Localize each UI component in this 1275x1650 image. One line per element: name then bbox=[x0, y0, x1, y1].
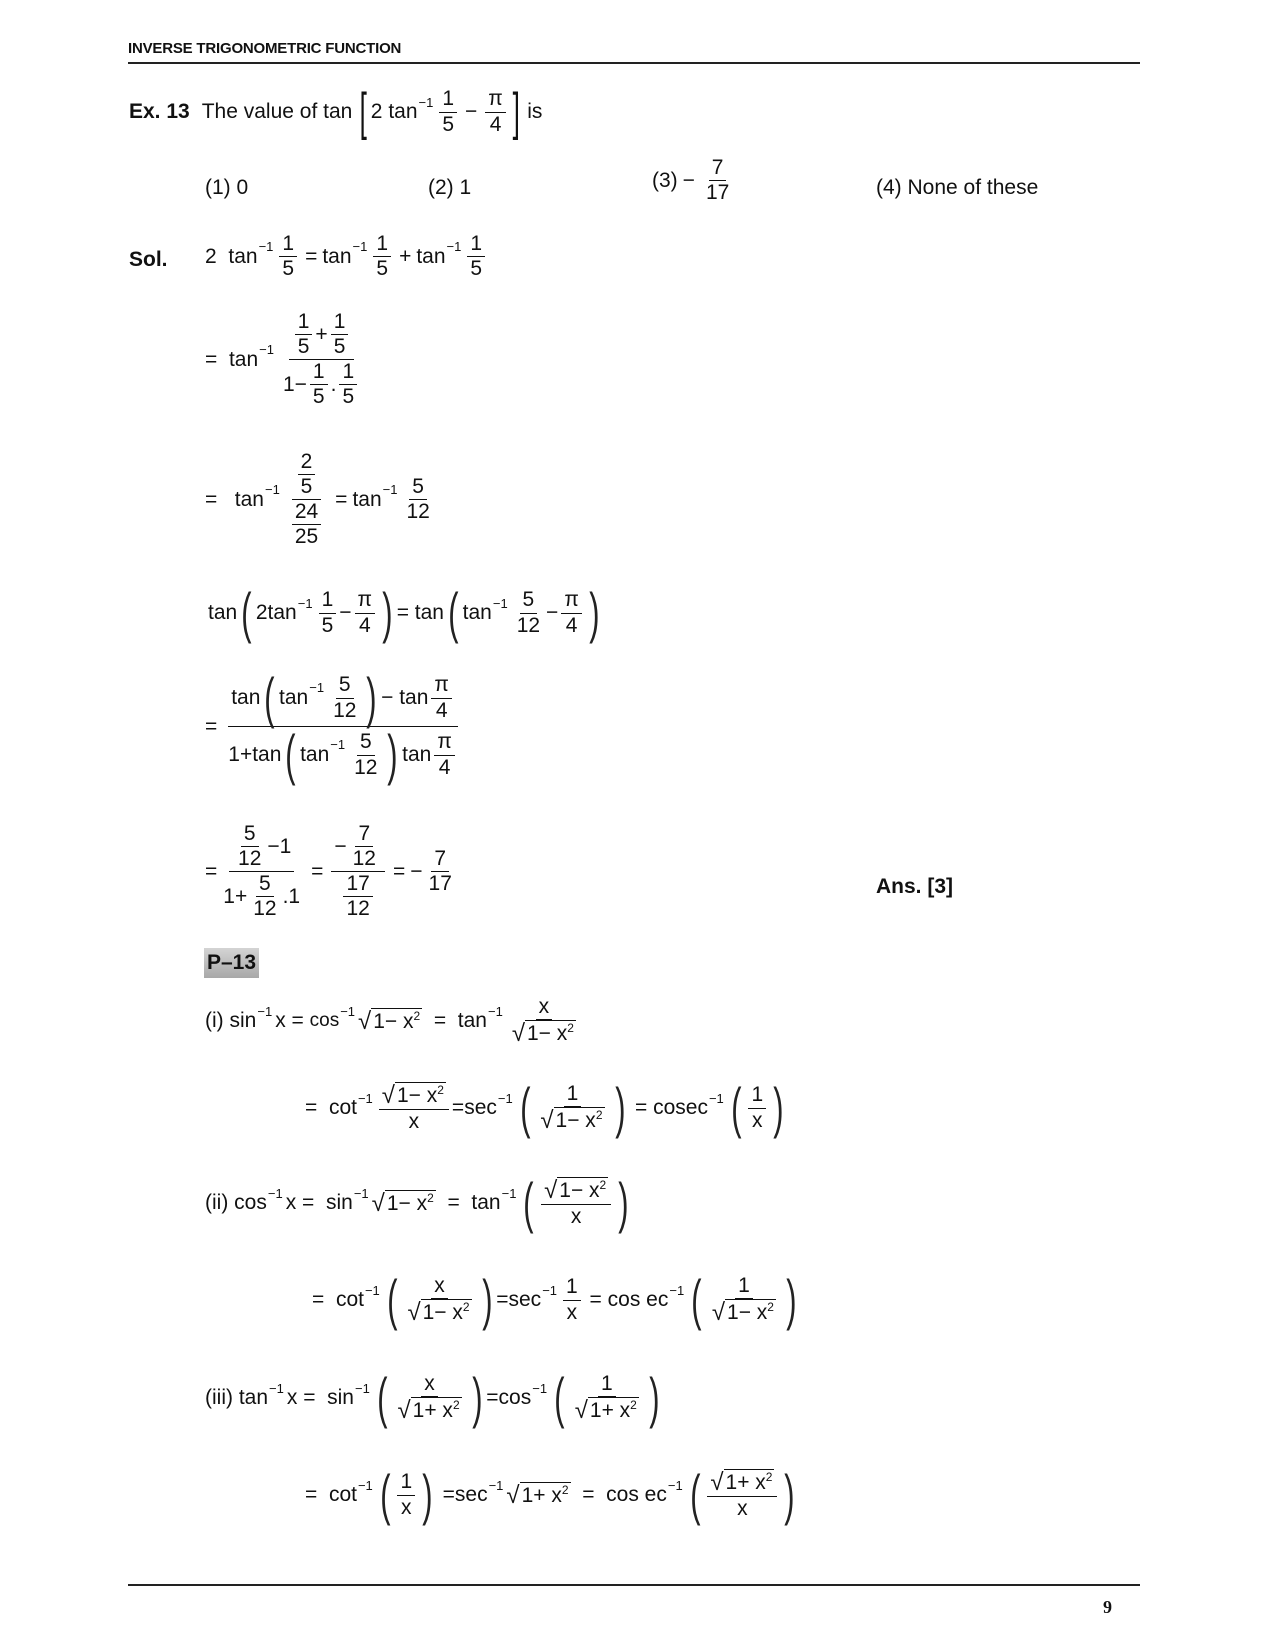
footer-rule bbox=[128, 1584, 1140, 1586]
answer: Ans. [3] bbox=[876, 875, 954, 898]
question-suffix: is bbox=[527, 100, 543, 123]
practice-tag: P–13 bbox=[204, 948, 259, 978]
solution-step-1: 2 tan −1 $\frac{1}{5}$ = tan −1 $\frac{1}{5}$ + tan −1 $\frac{1}{5}$ bbox=[205, 232, 488, 281]
option-4: (4) None of these bbox=[876, 176, 1039, 199]
solution-step-3: = tan −1 $\frac{\frac{2}{5}}{\frac{24}{25}}$ = tan −1 $\frac{5}{12}$ bbox=[205, 450, 430, 549]
option-1: (1) 0 bbox=[205, 176, 249, 199]
identity-i-line-2: = cot −1 √ $1- x^2$ x = sec −1 ( 1 √ $1- x^2$ ) = cosec −1 ( $\frac{1}{x}$ ) bbox=[305, 1076, 784, 1139]
question-text: The value of tan bbox=[201, 100, 353, 123]
option-2: (2) 1 bbox=[428, 176, 472, 199]
question-expression: [ 2 tan −1 $\frac{1}{5}$ − $\frac{\pi}{4}$ ] bbox=[359, 83, 520, 141]
identity-iii-line-1: (iii) tan −1 x = sin −1 ( x √ $1+ x^2$ ) = cos −1 ( 1 √ $1+ x^2$ ) bbox=[205, 1366, 660, 1429]
header-rule bbox=[128, 62, 1140, 64]
identity-iii-line-2: = cot −1 ( $\frac{1}{x}$ ) = sec −1 √ $1+ x^2$ = cos ec −1 ( √ $1+ x^2$ x ) bbox=[305, 1463, 795, 1526]
solution-step-4: tan ( 2 tan −1 $\frac{1}{5}$ − $\frac{\pi}{4}$ ) = tan ( tan −1 $\frac{5}{12}$ − $\frac{\pi}{4}$ ) bbox=[208, 581, 600, 644]
example-label: Ex. 13 bbox=[129, 100, 190, 123]
question bbox=[129, 83, 543, 141]
solution-step-6: = $\frac{5}{12}$ − 1 1 + $\frac{5}{12}$ .1 = − $\frac{7}{12}$ $\frac{17}{12}$ = − $\frac{7}{17}$ bbox=[205, 822, 452, 921]
identity-ii-line-2: = cot −1 ( x √ $1- x^2$ ) = sec −1 $\frac{1}{x}$ = cos ec −1 ( 1 √ $1- x^2$ ) bbox=[312, 1268, 797, 1331]
page-number: 9 bbox=[1103, 1597, 1112, 1617]
solution-step-2: = tan −1 $\frac{1}{5}$ + $\frac{1}{5}$ 1 − $\frac{1}{5}$ . $\frac{1}{5}$ bbox=[205, 310, 366, 410]
running-header: INVERSE TRIGONOMETRIC FUNCTION bbox=[128, 40, 402, 57]
identity-i-line-1: (i) sin −1 x = cos −1 √ $1- x^2$ = tan −1 x √ $1- x^2$ bbox=[205, 995, 574, 1048]
solution-label: Sol. bbox=[129, 248, 168, 271]
option-3: (3) − $\frac{7}{17}$ bbox=[652, 156, 730, 205]
solution-step-5: = tan ( tan −1 $\frac{5}{12}$ ) − tan $\frac{\pi}{4}$ 1 + tan ( tan −1 $\frac{5}{12}$ ) tan $\frac{\pi}{4}$ bbox=[205, 670, 464, 783]
identity-ii-line-1: (ii) cos −1 x = sin −1 √ $1- x^2$ = tan −1 ( √ $1- x^2$ x ) bbox=[205, 1171, 629, 1234]
